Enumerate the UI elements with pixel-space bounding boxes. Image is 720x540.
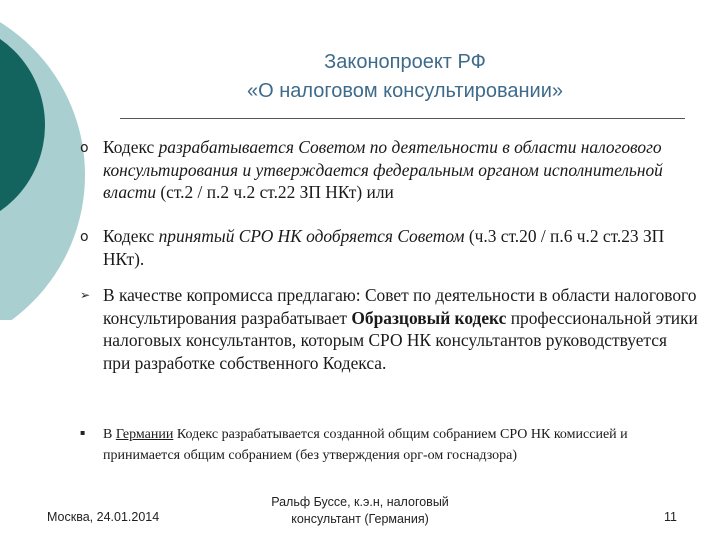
footer-author-line-1: Ральф Буссе, к.э.н, налоговый [271,495,449,509]
footer-date: Москва, 24.01.2014 [47,510,160,524]
footer-author-line-2: консультант (Германия) [291,512,429,526]
hollow-circle-icon: o [80,140,89,156]
bullet-4-text-a: В [103,427,116,442]
bullet-1-text-b: разрабатывается Советом по деятельности в области налогового консультирования и утверждается федеральным органом исполнительной власти [103,137,663,202]
bullet-3-text-b: Образцовый кодекс [351,307,507,328]
bullet-2-text-b: принятый СРО НК одобряется Советом [158,226,465,246]
arrowhead-icon: ➢ [80,288,91,302]
bullet-2-text-c: (ч.3 ст.20 / п.6 ч.2 ст.23 ЗП НКт). [103,226,665,269]
decorative-circles [0,0,100,320]
bullet-3-text-a: В качестве копромисса предлагаю: Совет по деятельности в области налогового консультирования разрабатывает [103,285,697,328]
footer-author [250,494,470,528]
bullet-4 [103,424,698,466]
bullet-2 [103,225,698,270]
bullet-4-text-c: Кодекс разрабатывается созданной общим собранием СРО НК комиссией и принимается общим собранием (без утверждения орг-ом госнадзора) [103,427,628,463]
bullet-3 [103,284,698,374]
hollow-circle-icon: o [80,229,89,245]
title-divider [120,118,685,119]
bullet-2-text-a: Кодекс [103,226,159,246]
decorative-circles-graphic [0,0,100,320]
bullet-3-text-c: профессиональной этики налоговых консультантов, которым СРО НК консультантов руководствуется при разработке собственного Кодекса. [103,307,698,373]
slide-title [150,48,660,106]
title-line-1: Законопроект РФ [324,51,486,73]
bullet-1-text-a: Кодекс [103,137,159,157]
bullet-1 [103,136,698,204]
bullet-1-text-c: (ст.2 / п.2 ч.2 ст.22 ЗП НКт) или [156,182,394,202]
page-number: 11 [664,510,677,524]
bullet-4-text-b: Германии [115,427,174,442]
title-line-2: «О налоговом консультировании» [246,80,564,102]
small-square-icon: ▪ [80,428,86,437]
